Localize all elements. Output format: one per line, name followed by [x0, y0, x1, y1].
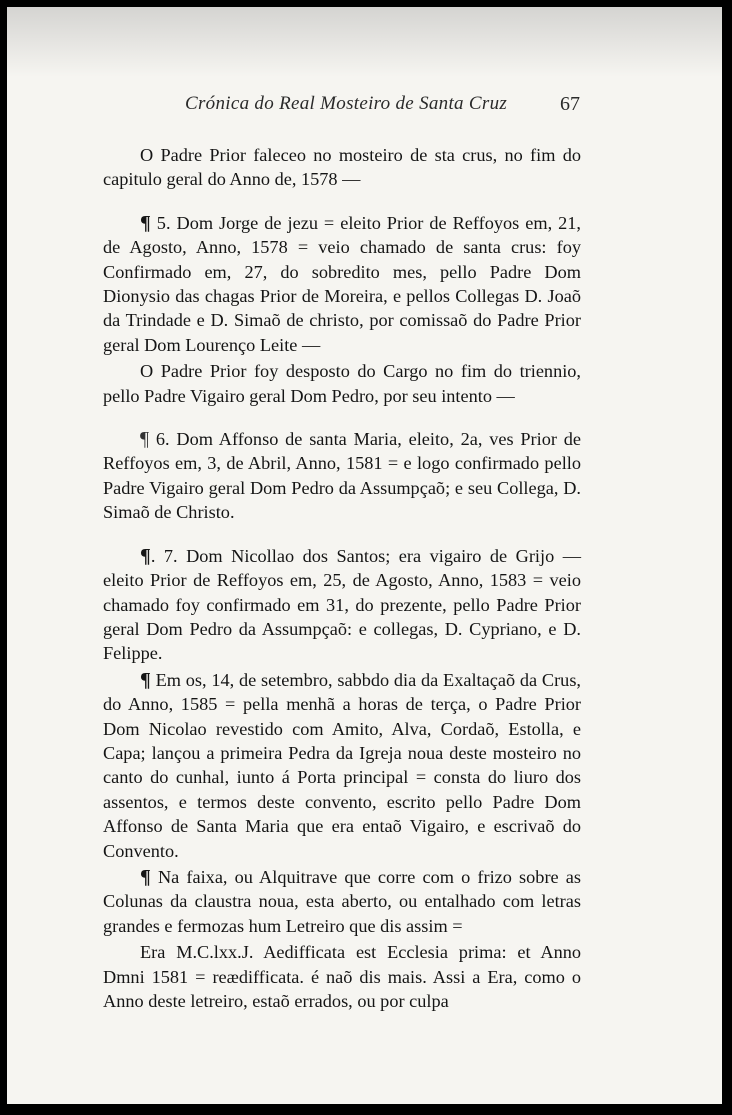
paragraph-6 — [103, 668, 581, 863]
pilcrow-icon: ¶ — [140, 544, 151, 567]
running-title: Crónica do Real Mosteiro de Santa Cruz — [185, 93, 508, 114]
paragraph-4 — [103, 427, 581, 525]
paragraph-1 — [103, 143, 581, 192]
paragraph-7 — [103, 865, 581, 938]
paragraph-5 — [103, 544, 581, 666]
scan-shadow — [7, 7, 722, 77]
pilcrow-icon: ¶ — [140, 428, 150, 451]
paragraph-2 — [103, 211, 581, 357]
paragraph-8 — [103, 940, 581, 1013]
paragraph-text: . 7. Dom Nicollao dos Santos; era vigairo de Grijo — eleito Prior de Reffoyos em, 25, de Agosto, Anno, 1583 = veio chamado foy confirmado em 31, do prezente, pello Padre Prior geral Dom Pedro da Assumpçaõ: e collegas, D. Cypriano, e D. Felippe. — [103, 545, 581, 664]
pilcrow-icon: ¶ — [140, 211, 151, 234]
paragraph-text: 6. Dom Affonso de santa Maria, eleito, 2a, ves Prior de Reffoyos em, 3, de Abril, Anno, 1581 = e logo confirmado pello Padre Vigairo geral Dom Pedro da Assumpçaõ; e seu Collega, D. Simaõ de Christo. — [103, 429, 581, 523]
paragraph-text: 5. Dom Jorge de jezu = eleito Prior de Reffoyos em, 21, de Agosto, Anno, 1578 = veio chamado de santa crus: foy Confirmado em, 27, do sobredito mes, pello Padre Dom Dionysio das chagas Prior de Moreira, e pellos Collegas D. Joaõ da Trindade e D. Simaõ de christo, por comissaõ do Padre Prior geral Dom Lourenço Leite — — [103, 212, 581, 355]
pilcrow-icon: ¶ — [140, 865, 151, 888]
running-header — [7, 93, 722, 119]
paragraph-text: Na faixa, ou Alquitrave que corre com o frizo sobre as Colunas da claustra noua, esta aberto, ou entalhado com letras grandes e fermozas hum Letreiro que dis assim = — [103, 866, 582, 936]
paragraph-text: O Padre Prior faleceo no mosteiro de sta crus, no fim do capitulo geral do Anno de, 1578 — — [103, 145, 581, 190]
pilcrow-icon: ¶ — [140, 668, 151, 691]
paragraph-text: O Padre Prior foy desposto do Cargo no fim do triennio, pello Padre Vigairo geral Dom Pedro, por seu intento — — [103, 361, 581, 406]
paragraph-text: Em os, 14, de setembro, sabbdo dia da Exaltaçaõ da Crus, do Anno, 1585 = pella menhã a horas de terça, o Padre Prior Dom Nicolao revestido com Amito, Alva, Cordaõ, Estolla, e Capa; lançou a primeira Pedra da Igreja noua deste mosteiro no canto do cunhal, iunto á Porta principal = consta do liuro dos assentos, e termos deste convento, escrito pello Padre Dom Affonso de Santa Maria que era entaõ Vigairo, e escrivaõ do Convento. — [103, 669, 582, 861]
body-text — [103, 143, 581, 1013]
paragraph-3 — [103, 359, 581, 408]
book-page — [7, 7, 722, 1104]
page-number: 67 — [560, 93, 580, 115]
paragraph-text: Era M.C.lxx.J. Aedifficata est Ecclesia prima: et Anno Dmni 1581 = reædifficata. é naõ dis mais. Assi a Era, como o Anno deste letreiro, estaõ errados, ou por culpa — [103, 942, 581, 1011]
